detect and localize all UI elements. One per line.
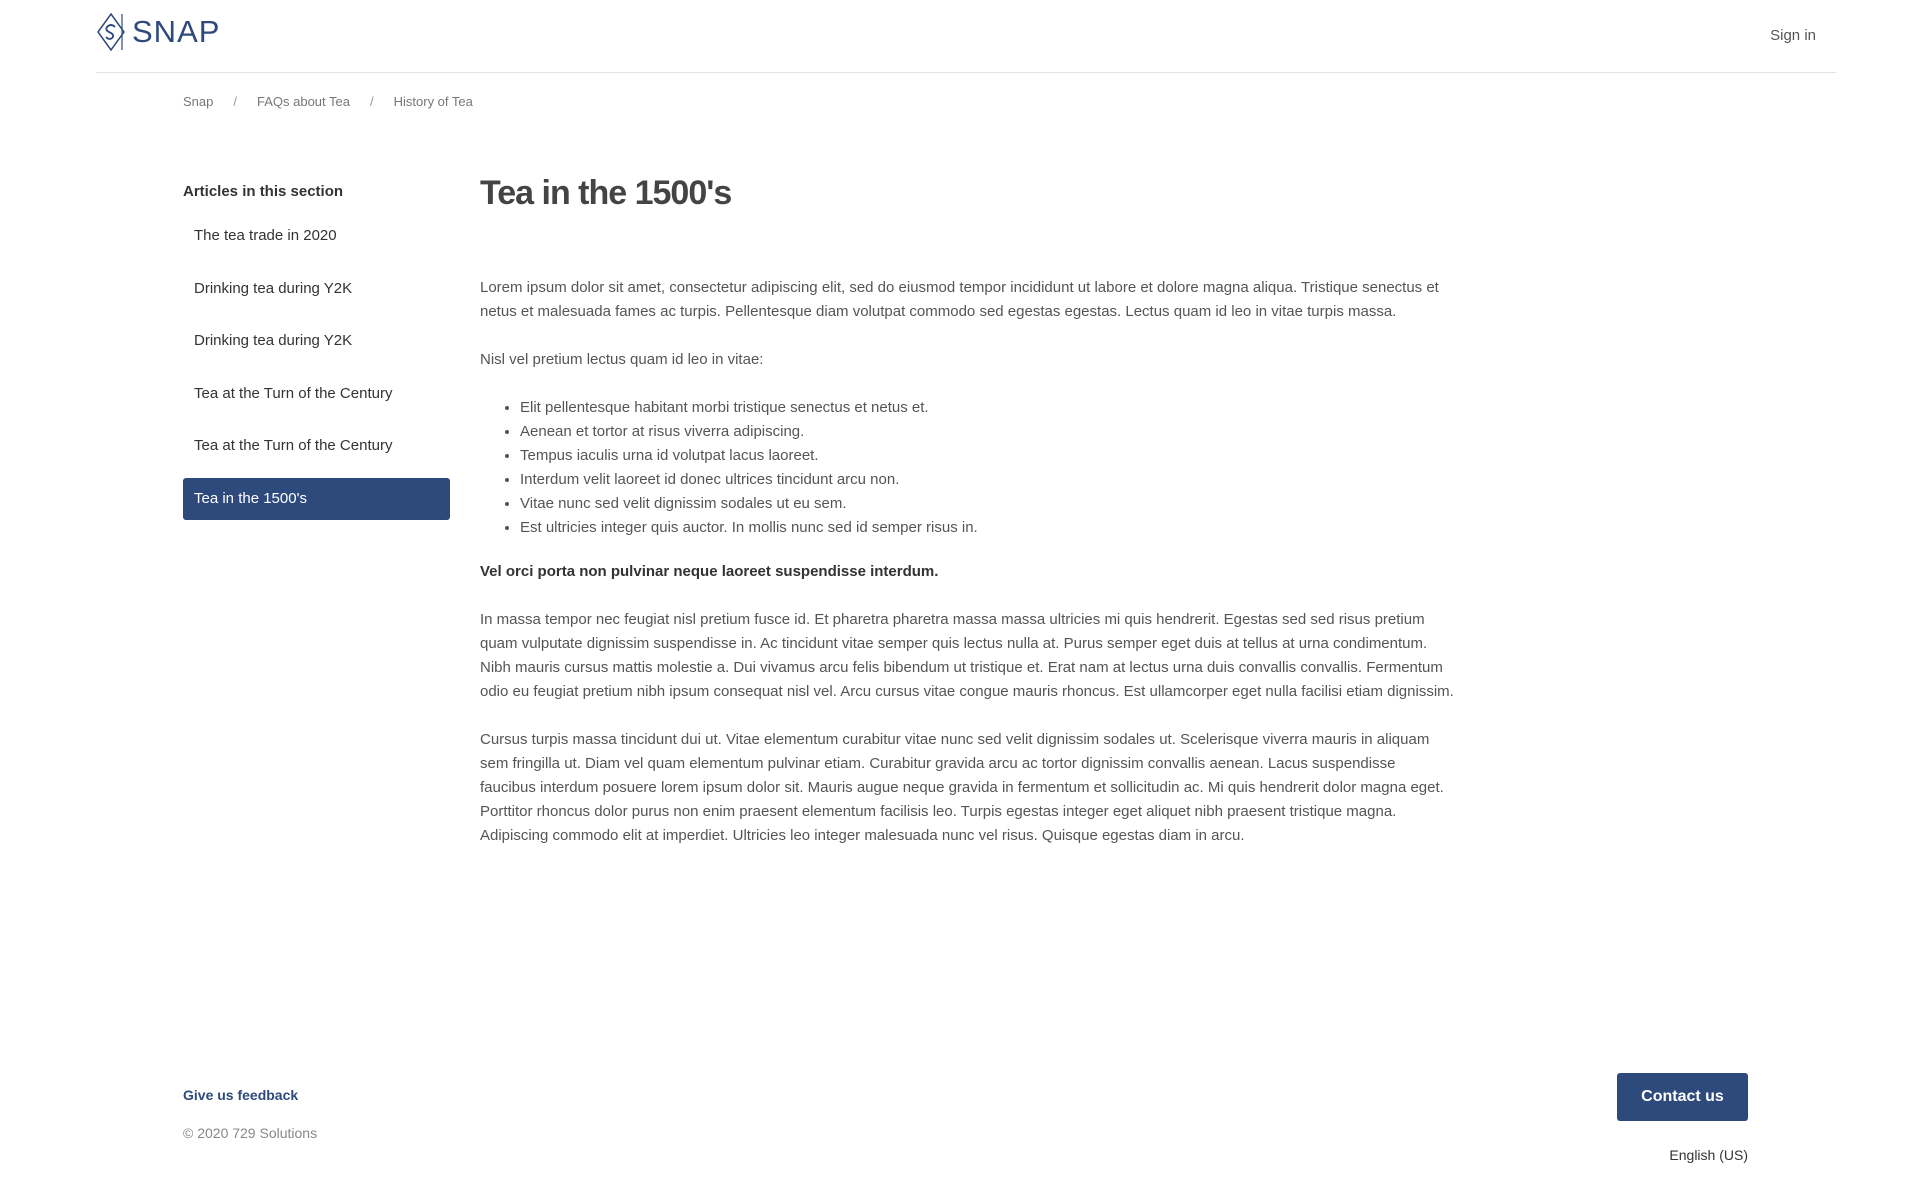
snap-logo-icon: [96, 12, 126, 52]
language-selector[interactable]: English (US): [1669, 1147, 1748, 1163]
breadcrumb-separator: /: [233, 94, 237, 109]
sidebar-item-tea-y2k-1[interactable]: Drinking tea during Y2K: [194, 279, 353, 297]
sidebar-title: Articles in this section: [183, 183, 344, 200]
sidebar-item-turn-of-century-1[interactable]: Tea at the Turn of the Century: [194, 384, 393, 402]
list-item: • Tempus iaculis urna id volutpat lacus laoreet.: [520, 444, 1455, 468]
sidebar-item-tea-trade-2020[interactable]: The tea trade in 2020: [194, 227, 337, 244]
article-paragraph-3: Cursus turpis massa tincidunt dui ut. Vitae elementum curabitur vitae nunc sed velit dignissim sodales ut. Scelerisque viverra mauris in aliquam sem fringilla ut. Diam vel quam elementum pulvinar etiam. Curabitur gravida arcu ac tortor dignissim convallis aenean. Lacus suspendisse faucibus interdum posuere lorem ipsum dolor sit. Mauris augue neque gravida in fermentum et sollicitudin ac. Mi quis hendrerit dolor magna eget. Porttitor rhoncus dolor purus non enim praesent elementum facilisis leo. Turpis egestas integer eget aliquet nibh praesent tristique magna. Adipiscing commodo elit at imperdiet. Ultricies leo integer malesuada nunc vel risus. Quisque egestas diam in arcu.: [480, 731, 1444, 844]
breadcrumb-separator: /: [370, 94, 374, 109]
list-item: • Aenean et tortor at risus viverra adipiscing.: [520, 420, 1455, 444]
article-intro: Lorem ipsum dolor sit amet, consectetur adipiscing elit, sed do eiusmod tempor incididunt ut labore et dolore magna aliqua. Tristique senectus et netus et malesuada fames ac turpis. Pellentesque diam volutpat commodo sed egestas egestas. Lectus quam id leo in vitae turpis massa.: [480, 279, 1439, 320]
article-list-intro: Nisl vel pretium lectus quam id leo in vitae:: [480, 351, 764, 368]
contact-us-button[interactable]: Contact us: [1617, 1073, 1748, 1121]
logo-text: SNAP: [132, 14, 221, 49]
article-title: Tea in the 1500's: [480, 174, 732, 212]
article-bold-line: Vel orci porta non pulvinar neque laoreet suspendisse interdum.: [480, 563, 939, 580]
list-item: • Vitae nunc sed velit dignissim sodales ut eu sem.: [520, 492, 1455, 516]
sidebar-item-tea-1500s[interactable]: Tea in the 1500's: [183, 478, 450, 520]
give-feedback-link[interactable]: Give us feedback: [183, 1087, 299, 1103]
list-item: • Elit pellentesque habitant morbi tristique senectus et netus et.: [520, 396, 1455, 420]
section-articles-sidebar: [183, 181, 450, 530]
breadcrumb-item-faqs[interactable]: FAQs about Tea: [257, 94, 350, 109]
breadcrumb-item-history[interactable]: History of Tea: [393, 94, 473, 109]
list-item: • Est ultricies integer quis auctor. In mollis nunc sed id semper risus in.: [520, 516, 1455, 540]
sign-in-link[interactable]: Sign in: [1770, 27, 1816, 44]
article-bullet-list: [480, 396, 1455, 540]
logo-link[interactable]: [96, 12, 220, 52]
breadcrumb-item-snap[interactable]: Snap: [183, 94, 214, 109]
sidebar-item-tea-y2k-2[interactable]: Drinking tea during Y2K: [194, 332, 353, 349]
copyright-text: © 2020 729 Solutions: [183, 1125, 318, 1141]
article-paragraph-2: In massa tempor nec feugiat nisl pretium fusce id. Et pharetra pharetra massa massa ultricies mi quis hendrerit. Egestas sed sed risus pretium quam vulputate dignissim suspendisse in. Ac tincidunt vitae semper quis lectus nulla at. Purus semper eget duis at tellus at urna condimentum. Nibh mauris cursus mattis molestie a. Dui vivamus arcu felis bibendum ut tristique et. Erat nam at lectus urna duis convallis convallis. Fermentum odio eu feugiat pretium nibh ipsum consequat nisl vel. Arcu cursus vitae congue mauris rhoncus. Est ullamcorper eget nulla facilisi etiam dignissim.: [480, 611, 1454, 700]
article-body: [480, 168, 1455, 848]
list-item: • Interdum velit laoreet id donec ultrices tincidunt arcu non.: [520, 468, 1455, 492]
site-header: [96, 0, 1836, 73]
sidebar-item-turn-of-century-2[interactable]: Tea at the Turn of the Century: [194, 437, 393, 454]
breadcrumb: [183, 94, 473, 109]
